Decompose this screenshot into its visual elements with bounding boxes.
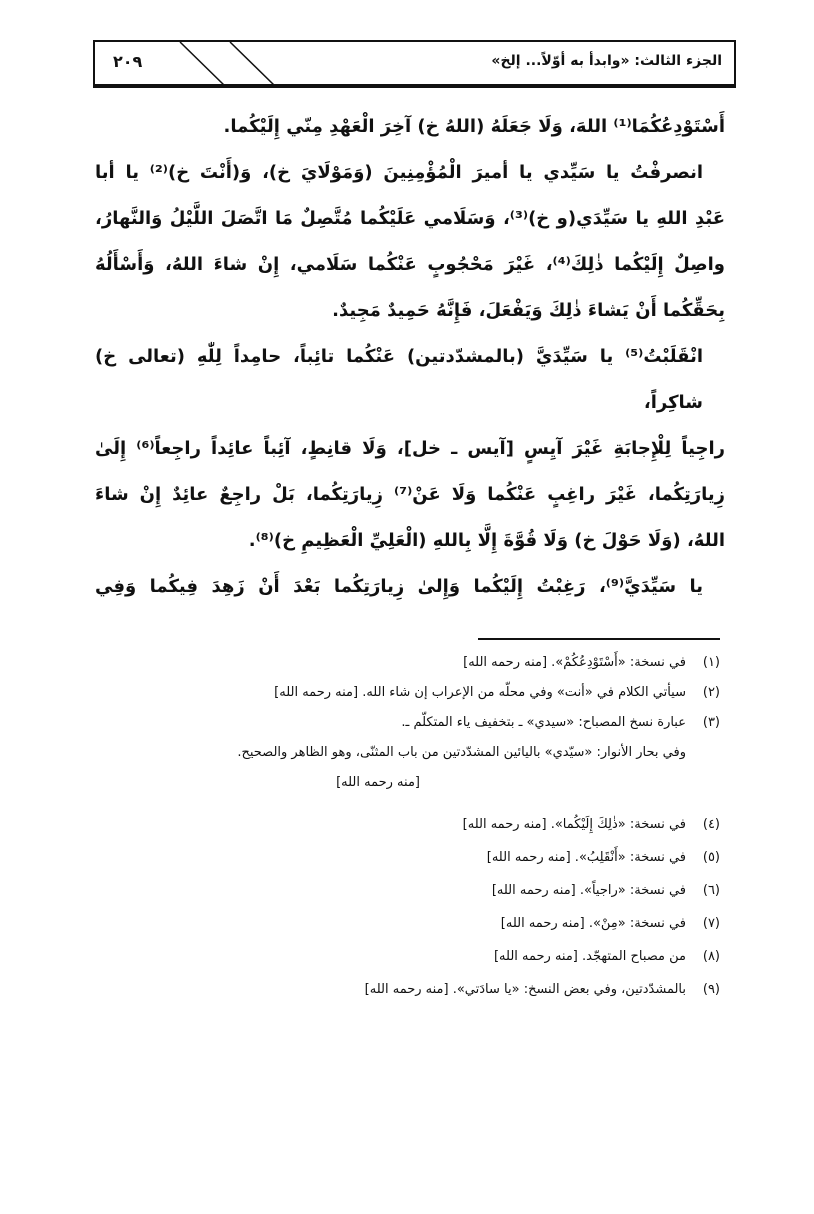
footnote-continuation: وفي بحار الأنوار: «سيّدي» باليائين المشدّدتين من باب المثنّى، وهو الظاهر والصحيح.: [237, 745, 686, 760]
footnote: [94, 678, 720, 708]
footnote-text: في نسخة: «أَسْتَوْدِعُكُمْ». [منه رحمه الله]: [463, 655, 686, 670]
footnote-number: (٩): [702, 982, 720, 997]
footnote: [94, 841, 720, 874]
footnote-continuation: [منه رحمه الله]: [336, 775, 420, 790]
footnote: [94, 708, 720, 738]
footnote-number: (٨): [702, 949, 720, 964]
footnote-text: في نسخة: «أَنْقَلِبُ». [منه رحمه الله]: [486, 850, 686, 865]
footnote-number: (١): [702, 655, 720, 670]
footnote-number: (٧): [702, 916, 720, 931]
running-header: [93, 40, 736, 88]
header-diagonal-ornament: [155, 42, 295, 86]
page-number: ٢٠٩: [113, 52, 143, 71]
text-line: انْقَلَبْتُ⁽⁵⁾ يا سَيِّدَيَّ (بالمشدّدتين) عَنْكُما تائِباً، حامِداً لِلّٰهِ (تعالى خ) شاكِراً،: [95, 346, 703, 413]
footnote-text: عبارة نسخ المصباح: «سيدي» ـ بتخفيف ياء المتكلّم ـ.: [401, 715, 686, 730]
footnote: [94, 874, 720, 907]
footnote: [94, 940, 720, 973]
text-line: اللهُ، (وَلَا حَوْلَ خ) وَلَا قُوَّةَ إِلَّا بِاللهِ (الْعَلِيِّ الْعَظِيمِ خ)⁽⁸⁾.: [248, 530, 725, 551]
footnote-text: من مصباح المتهجّد. [منه رحمه الله]: [493, 949, 686, 964]
footnote-text: في نسخة: «راجياً». [منه رحمه الله]: [491, 883, 686, 898]
footnote-text: بالمشدّدتين، وفي بعض النسخ: «يا سادَتي». [منه رحمه الله]: [364, 982, 686, 997]
footnote: [94, 907, 720, 940]
footnote-number: (٤): [702, 817, 720, 832]
text-line: زِيارَتِكُما، غَيْرَ راغِبٍ عَنْكُما وَلَا عَنْ⁽⁷⁾ زِيارَتِكُما، بَلْ راجِعٌ عائِدٌ إِنْ شاءَ: [95, 484, 725, 505]
text-line: عَبْدِ اللهِ يا سَيِّدَي(و خ)⁽³⁾، وَسَلَامي عَلَيْكُما مُتَّصِلٌ مَا اتَّصَلَ اللَّيْلُ وَالنَّهارُ،: [95, 208, 726, 229]
running-title: الجزء الثالث: «وابدأ به أوّلاً... إلخ»: [491, 53, 722, 69]
footnote-separator: [478, 638, 720, 640]
main-text: [95, 104, 725, 610]
footnote-number: (٥): [702, 850, 720, 865]
footnote: [94, 973, 720, 1006]
text-line: واصِلٌ إِلَيْكُما ذٰلِكَ⁽⁴⁾، غَيْرَ مَحْجُوبٍ عَنْكُما سَلَامي، إِنْ شاءَ اللهُ، وَأَسْأَلُهُ: [95, 254, 725, 275]
footnote-number: (٢): [702, 685, 720, 700]
footnote-text: سيأتي الكلام في «أنت» وفي محلّه من الإعراب إن شاء الله. [منه رحمه الله]: [274, 685, 686, 700]
text-line: انصرفْتُ يا سَيِّدي يا أميرَ الْمُؤْمِنِينَ (وَمَوْلَايَ خ)، وَ(أَنْتَ خ)⁽²⁾ يا أبا: [95, 162, 703, 183]
text-line: بِحَقِّكُما أَنْ يَشاءَ ذٰلِكَ وَيَفْعَلَ، فَإِنَّهُ حَمِيدٌ مَجِيدٌ.: [332, 300, 725, 321]
footnote: [94, 808, 720, 841]
footnotes: [94, 648, 720, 1006]
text-line: يا سَيِّدَيَّ⁽⁹⁾، رَغِبْتُ إِلَيْكُما وَإِلىٰ زِيارَتِكُما بَعْدَ أَنْ زَهِدَ فِيكُما وَفِي: [95, 576, 703, 597]
footnote-text: في نسخة: «ذٰلِكَ إِلَيْكُما». [منه رحمه الله]: [462, 817, 686, 832]
footnote-number: (٦): [702, 883, 720, 898]
footnote-text: في نسخة: «مِنْ». [منه رحمه الله]: [500, 916, 686, 931]
footnote: [94, 648, 720, 678]
text-line: أَسْتَوْدِعُكُمَا⁽¹⁾ اللهَ، وَلَا جَعَلَهُ (اللهُ خ) آخِرَ الْعَهْدِ مِنّي إِلَيْكُما.: [223, 116, 725, 137]
text-line: راجِياً لِلْإِجابَةِ غَيْرَ آيِسٍ [آيس ـ خل]، وَلَا قانِطٍ، آئِباً عائِداً راجِعاً⁽⁶⁾ إِلَىٰ: [95, 438, 726, 459]
footnote-number: (٣): [702, 715, 720, 730]
